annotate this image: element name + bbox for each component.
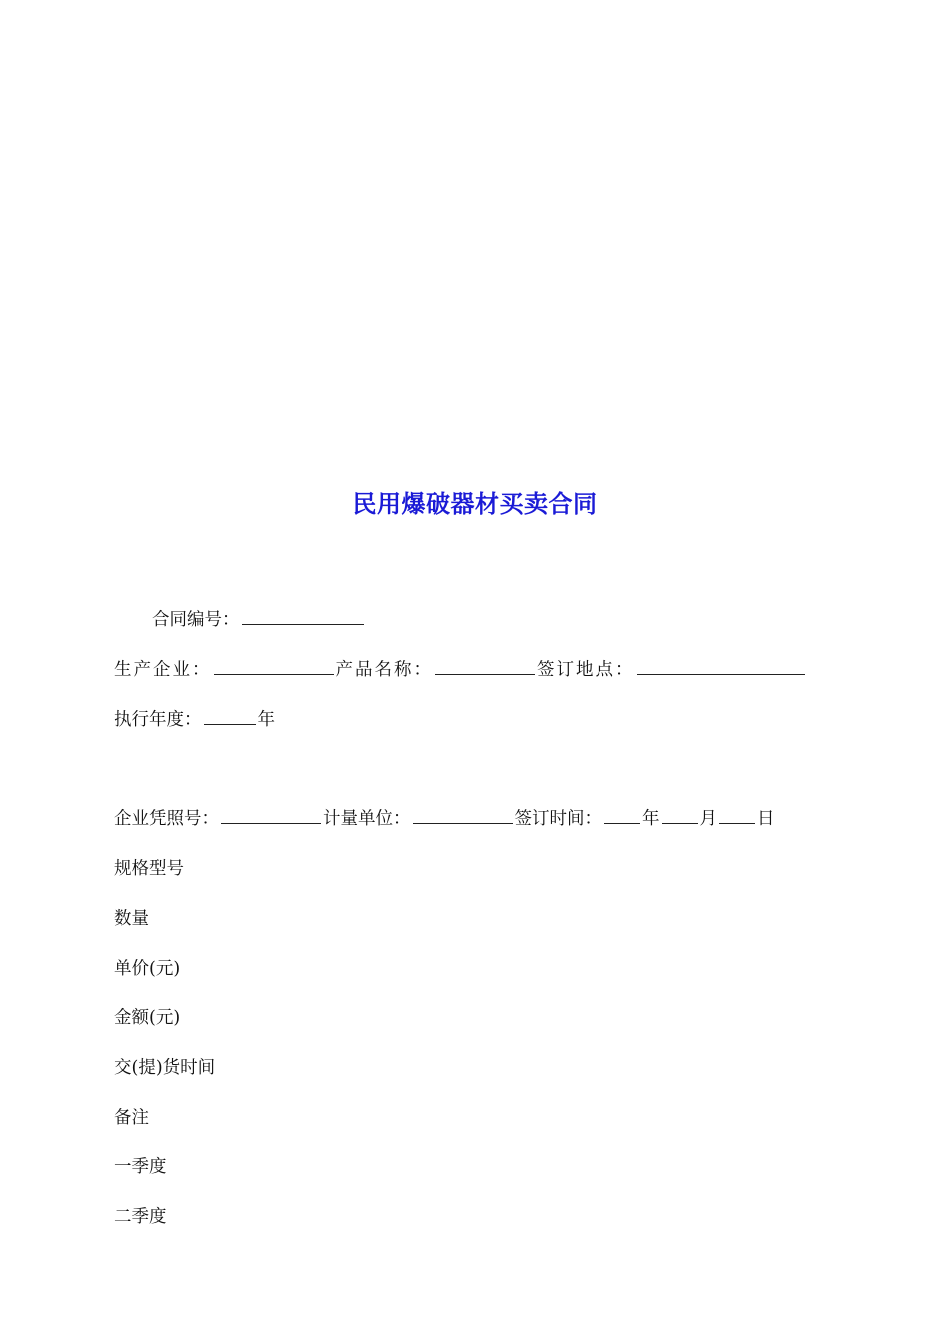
license-no-label: 企业凭照号： — [114, 809, 219, 829]
exec-year-label: 执行年度： — [114, 710, 202, 730]
exec-year-blank — [204, 708, 256, 725]
sign-time-label: 签订时间： — [514, 809, 602, 829]
sign-year-blank — [604, 807, 640, 824]
contract-no-label: 合同编号： — [152, 610, 240, 630]
sign-month-char: 月 — [699, 809, 717, 829]
product-name-label: 产品名称： — [335, 660, 433, 680]
unit-label: 计量单位： — [323, 809, 411, 829]
producer-blank — [214, 658, 334, 675]
sign-day-char: 日 — [757, 809, 775, 829]
row-amount: 金额(元) — [114, 1008, 181, 1028]
row-remarks: 备注 — [114, 1108, 149, 1128]
license-line — [114, 807, 775, 831]
document-title: 民用爆破器材买卖合同 — [352, 489, 598, 518]
sign-place-label: 签订地点： — [537, 660, 635, 680]
contract-no-line — [152, 608, 366, 632]
row-delivery-time: 交(提)货时间 — [114, 1058, 216, 1078]
sign-day-blank — [719, 807, 755, 824]
row-q1: 一季度 — [114, 1157, 167, 1177]
row-spec-model: 规格型号 — [114, 859, 184, 879]
sign-year-char: 年 — [642, 809, 660, 829]
license-no-blank — [221, 807, 321, 824]
unit-blank — [413, 807, 513, 824]
exec-year-line — [114, 708, 275, 732]
producer-line — [114, 658, 807, 682]
sign-place-blank — [637, 658, 805, 675]
year-char: 年 — [257, 710, 275, 730]
row-q2: 二季度 — [114, 1207, 167, 1227]
sign-month-blank — [662, 807, 698, 824]
row-quantity: 数量 — [114, 909, 149, 929]
producer-label: 生产企业： — [114, 660, 212, 680]
row-unit-price: 单价(元) — [114, 959, 181, 979]
contract-no-blank — [242, 608, 364, 625]
product-name-blank — [435, 658, 535, 675]
